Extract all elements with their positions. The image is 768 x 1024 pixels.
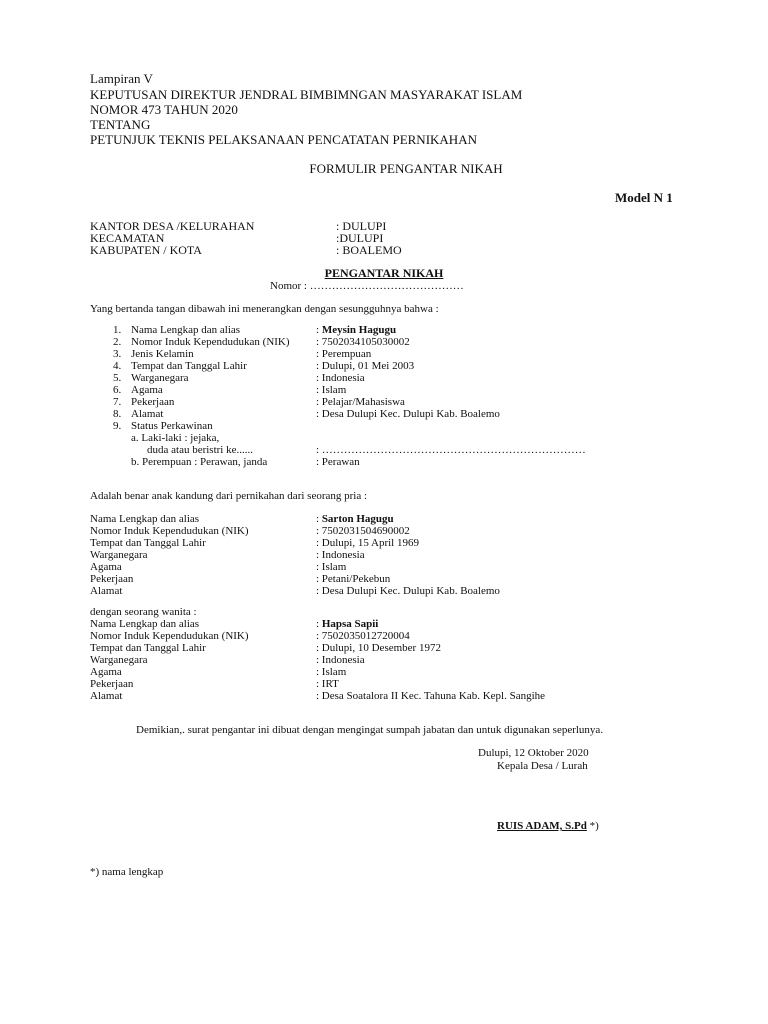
status-b-value: : Perawan <box>316 456 360 468</box>
item-label: Nama Lengkap dan alias <box>131 324 241 336</box>
pengantar-title: PENGANTAR NIKAH <box>324 266 444 280</box>
item-value: : 7502031504690002 <box>316 525 410 537</box>
office-value: : DULUPI <box>336 219 387 233</box>
item-number: 1. <box>113 324 122 336</box>
item-label: Tempat dan Tanggal Lahir <box>131 360 247 372</box>
item-value: : Meysin Hagugu <box>316 324 397 336</box>
signature-block <box>497 820 599 832</box>
item-label: Warganegara <box>90 549 148 561</box>
item-label: Nomor Induk Kependudukan (NIK) <box>90 630 249 642</box>
item-label: Nama Lengkap dan alias <box>90 513 200 525</box>
office-label: KECAMATAN <box>90 231 165 245</box>
form-title: FORMULIR PENGANTAR NIKAH <box>309 161 503 176</box>
item-label: Agama <box>131 384 163 396</box>
item-label: Tempat dan Tanggal Lahir <box>90 642 206 654</box>
item-value: : Islam <box>316 384 347 396</box>
letter-number: Nomor : …………………………………… <box>270 280 464 292</box>
status-b-label: b. Perempuan : Perawan, janda <box>131 456 268 468</box>
item-label: Status Perkawinan <box>131 420 213 432</box>
item-value: : Desa Soatalora II Kec. Tahuna Kab. Kepl. Sangihe <box>316 690 546 702</box>
office-value: :DULUPI <box>336 231 384 245</box>
decree-number: NOMOR 473 TAHUN 2020 <box>90 102 238 117</box>
item-value: : Pelajar/Mahasiswa <box>316 396 405 408</box>
item-number: 6. <box>113 384 122 396</box>
item-number: 2. <box>113 336 122 348</box>
office-label: KABUPATEN / KOTA <box>90 243 202 257</box>
item-value: : Indonesia <box>316 549 365 561</box>
item-number: 8. <box>113 408 122 420</box>
signer-name: RUIS ADAM, S.Pd <box>497 820 587 832</box>
item-value-name: Sarton Hagugu <box>321 513 394 525</box>
item-value: : Hapsa Sapii <box>316 618 379 630</box>
item-value-name: Hapsa Sapii <box>321 618 379 630</box>
item-value: : Dulupi, 10 Desember 1972 <box>316 642 441 654</box>
item-value-name: Meysin Hagugu <box>321 324 397 336</box>
item-label: Agama <box>90 561 122 573</box>
lampiran-label: Lampiran V <box>90 71 153 86</box>
mother-intro: dengan seorang wanita : <box>90 606 197 618</box>
closing-text: Demikian,. surat pengantar ini dibuat dengan mengingat sumpah jabatan dan untuk digunakan seperlunya. <box>136 724 604 736</box>
item-label: Warganegara <box>90 654 148 666</box>
father-intro: Adalah benar anak kandung dari pernikahan dari seorang pria : <box>90 490 368 502</box>
item-label: Pekerjaan <box>131 396 175 408</box>
item-value: : Desa Dulupi Kec. Dulupi Kab. Boalemo <box>316 585 500 597</box>
signer-footnote-mark: *) <box>586 820 599 832</box>
item-value: : 7502035012720004 <box>316 630 410 642</box>
item-number: 3. <box>113 348 122 360</box>
item-number: 9. <box>113 420 122 432</box>
item-label: Alamat <box>90 585 123 597</box>
status-a-value: : ……………………………………………………………… <box>316 444 586 456</box>
item-value: : Petani/Pekebun <box>316 573 391 585</box>
office-label: KANTOR DESA /KELURAHAN <box>90 219 255 233</box>
decree-tentang: TENTANG <box>90 117 151 132</box>
place-date: Dulupi, 12 Oktober 2020 <box>478 747 589 759</box>
item-value: : Indonesia <box>316 372 365 384</box>
item-label: Pekerjaan <box>90 678 134 690</box>
item-number: 7. <box>113 396 122 408</box>
intro-text: Yang bertanda tangan dibawah ini menerangkan dengan sesungguhnya bahwa : <box>90 303 439 315</box>
item-value: : Islam <box>316 561 347 573</box>
item-value: : Dulupi, 15 April 1969 <box>316 537 419 549</box>
item-label: Nama Lengkap dan alias <box>90 618 200 630</box>
decree-subject: PETUNJUK TEKNIS PELAKSANAAN PENCATATAN PERNIKAHAN <box>90 132 477 147</box>
item-label: Alamat <box>131 408 164 420</box>
item-label: Warganegara <box>131 372 189 384</box>
model-label: Model N 1 <box>615 190 673 205</box>
item-value: : IRT <box>316 678 339 690</box>
item-label: Pekerjaan <box>90 573 134 585</box>
item-label: Nomor Induk Kependudukan (NIK) <box>90 525 249 537</box>
item-value: : Sarton Hagugu <box>316 513 394 525</box>
item-value: : Dulupi, 01 Mei 2003 <box>316 360 415 372</box>
office-value: : BOALEMO <box>336 243 402 257</box>
item-number: 5. <box>113 372 122 384</box>
status-a-label-2: duda atau beristri ke...... <box>147 444 253 456</box>
footnote: *) nama lengkap <box>90 866 164 878</box>
item-label: Jenis Kelamin <box>131 348 194 360</box>
item-value: : Islam <box>316 666 347 678</box>
item-value: : Perempuan <box>316 348 372 360</box>
decree-title: KEPUTUSAN DIREKTUR JENDRAL BIMBIMNGAN MASYARAKAT ISLAM <box>90 87 523 102</box>
item-number: 4. <box>113 360 122 372</box>
item-label: Nomor Induk Kependudukan (NIK) <box>131 336 290 348</box>
item-label: Tempat dan Tanggal Lahir <box>90 537 206 549</box>
item-label: Alamat <box>90 690 123 702</box>
item-label: Agama <box>90 666 122 678</box>
status-a-label: a. Laki-laki : jejaka, <box>131 432 220 444</box>
item-value: : Indonesia <box>316 654 365 666</box>
item-value: : Desa Dulupi Kec. Dulupi Kab. Boalemo <box>316 408 500 420</box>
item-value: : 7502034105030002 <box>316 336 410 348</box>
signer-position: Kepala Desa / Lurah <box>497 760 588 772</box>
